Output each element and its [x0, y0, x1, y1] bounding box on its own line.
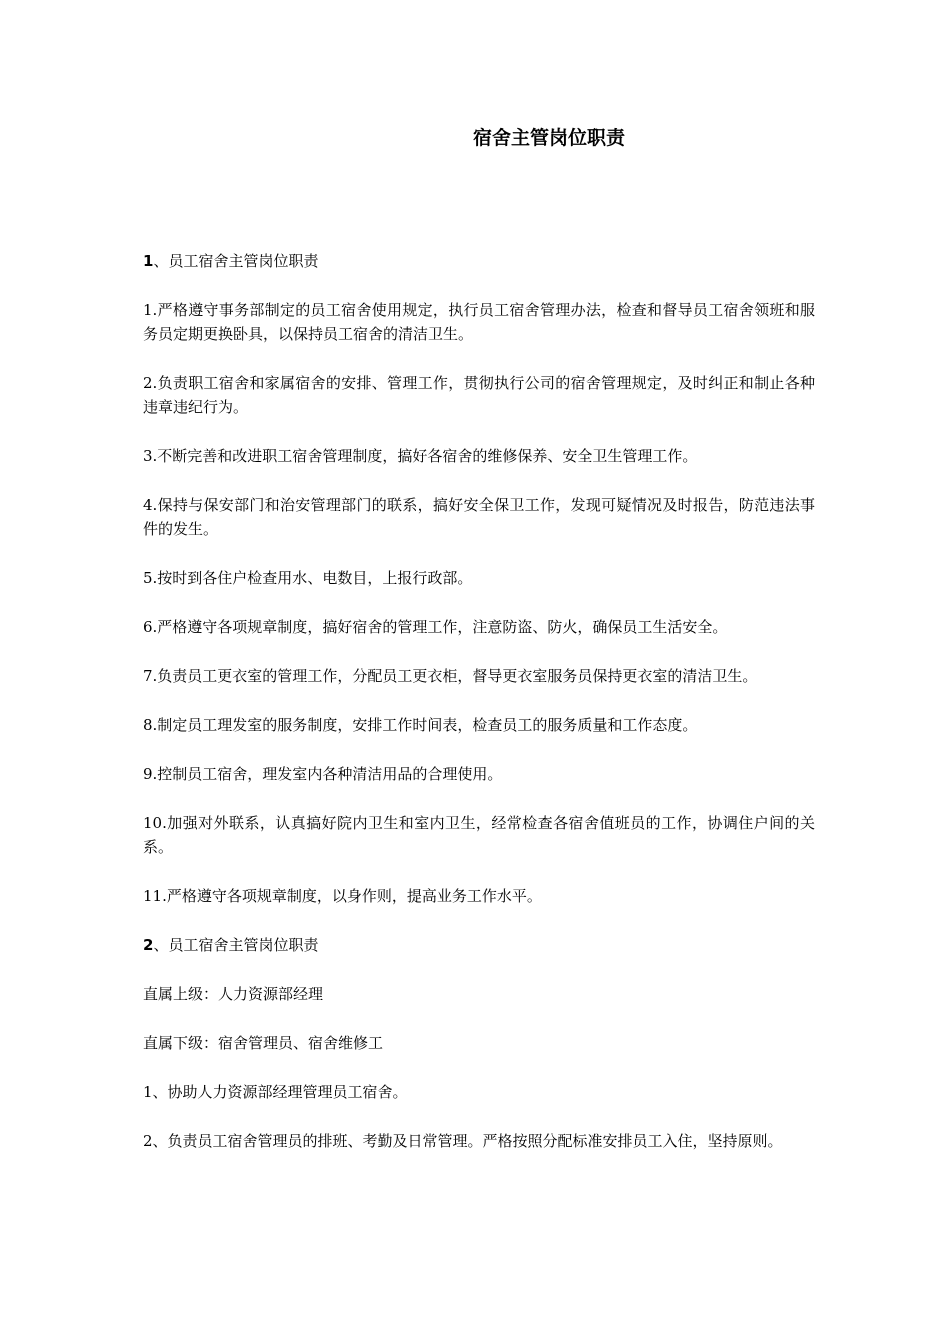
section-1-item: 10.加强对外联系，认真搞好院内卫生和室内卫生，经常检查各宿舍值班员的工作，协调住户间的关系。: [143, 814, 815, 856]
section-2-number: 2: [143, 936, 154, 954]
document-body: [143, 249, 815, 1178]
section-1-item: 11.严格遵守各项规章制度，以身作则，提高业务工作水平。: [143, 887, 542, 905]
section-1-item: 7.负责员工更衣室的管理工作，分配员工更衣柜，督导更衣室服务员保持更衣室的清洁卫生。: [143, 667, 758, 685]
section-1-item: 9.控制员工宿舍，理发室内各种清洁用品的合理使用。: [143, 765, 503, 783]
section-1-item: 6.严格遵守各项规章制度，搞好宿舍的管理工作，注意防盗、防火，确保员工生活安全。: [143, 618, 728, 636]
section-2-heading: [143, 933, 815, 957]
document-title: 宿舍主管岗位职责: [472, 127, 625, 149]
section-1-item: 3.不断完善和改进职工宿舍管理制度，搞好各宿舍的维修保养、安全卫生管理工作。: [143, 447, 698, 465]
section-1-item: 4.保持与保安部门和治安管理部门的联系，搞好安全保卫工作，发现可疑情况及时报告，防范违法事件的发生。: [143, 496, 815, 538]
section-1-heading-text: 、员工宿舍主管岗位职责: [153, 252, 319, 270]
direct-superior: 直属上级：人力资源部经理: [143, 985, 324, 1003]
direct-subordinate: 直属下级：宿舍管理员、宿舍维修工: [143, 1034, 384, 1052]
section-1-item: 1.严格遵守事务部制定的员工宿舍使用规定，执行员工宿舍管理办法，检查和督导员工宿舍领班和服务员定期更换卧具，以保持员工宿舍的清洁卫生。: [143, 301, 815, 343]
section-1-heading: [143, 249, 815, 273]
section-1-item: 2.负责职工宿舍和家属宿舍的安排、管理工作，贯彻执行公司的宿舍管理规定，及时纠正和制止各种违章违纪行为。: [143, 374, 815, 416]
section-2-item: 1、协助人力资源部经理管理员工宿舍。: [143, 1083, 408, 1101]
section-1-item: 5.按时到各住户检查用水、电数目，上报行政部。: [143, 569, 473, 587]
section-2-heading-text: 、员工宿舍主管岗位职责: [153, 936, 319, 954]
section-1-number: 1: [143, 252, 154, 270]
section-1-item: 8.制定员工理发室的服务制度，安排工作时间表，检查员工的服务质量和工作态度。: [143, 716, 698, 734]
section-2-item: 2、负责员工宿舍管理员的排班、考勤及日常管理。严格按照分配标准安排员工入住，坚持原则。: [143, 1132, 783, 1150]
